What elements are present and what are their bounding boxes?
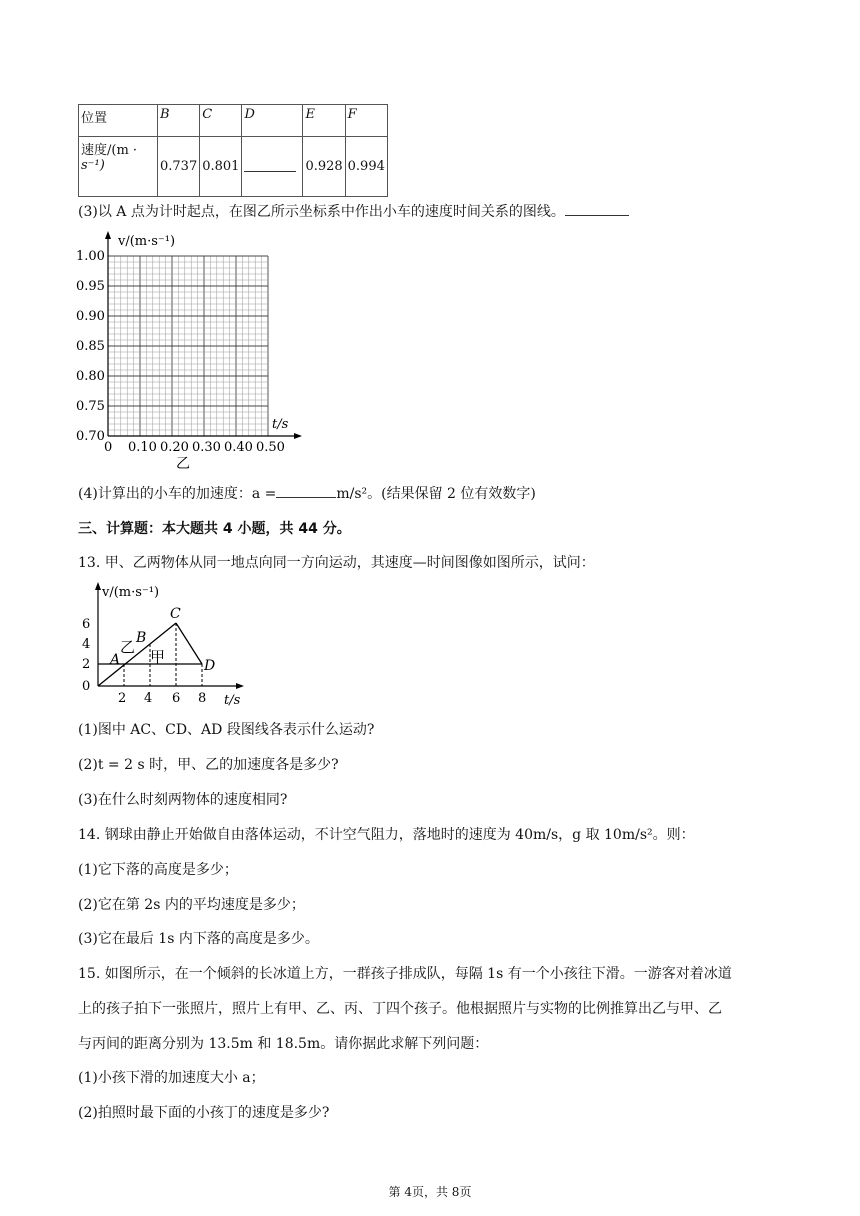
y-tick-label: 0.85 [76, 339, 105, 354]
x-tick-label: 2 [118, 691, 127, 706]
table-cell: 0.801 [200, 137, 242, 197]
grid-lines [108, 256, 268, 436]
velocity-label-cell [79, 137, 158, 197]
question-4-suffix: m/s²。(结果保留 2 位有效数字) [336, 486, 536, 502]
velocity-table [78, 104, 388, 197]
problem-13-q1: (1)图中 AC、CD、AD 段图线各表示什么运动? [78, 722, 375, 738]
series-label: 乙 [120, 638, 136, 656]
problem-15-line: 与丙间的距离分别为 13.5m 和 18.5m。请你据此求解下列问题： [78, 1036, 489, 1052]
table-header-row [79, 105, 388, 137]
y-tick-label: 1.00 [76, 249, 105, 264]
y-tick-label: 0 [82, 679, 91, 694]
series-line-cd [176, 623, 202, 664]
x-tick-labels [104, 440, 285, 455]
table-row [79, 137, 388, 197]
y-tick-label: 0.75 [76, 399, 105, 414]
answer-blank [565, 201, 629, 216]
x-tick-label: 8 [198, 691, 207, 706]
table-cell: 0.737 [158, 137, 200, 197]
x-tick-label: 4 [144, 691, 153, 706]
x-axis-label: t/s [272, 417, 289, 432]
page-footer: 第 4页，共 8页 [388, 1185, 472, 1199]
table-header-cell: D [242, 105, 303, 137]
y-axis-label: v/(m·s⁻¹) [118, 234, 176, 249]
y-tick-label: 0.95 [76, 279, 105, 294]
vt-graph [78, 578, 248, 710]
table-header-cell: E [303, 105, 345, 137]
section-heading: 三、计算题：本大题共 4 小题，共 44 分。 [78, 521, 351, 537]
series-label: 甲 [150, 648, 166, 666]
table-header-cell: B [158, 105, 200, 137]
table-cell: 0.928 [303, 137, 345, 197]
question-3-text: (3)以 A 点为计时起点，在图乙所示坐标系中作出小车的速度时间关系的图线。 [78, 204, 565, 220]
x-tick-label: 0.50 [256, 440, 285, 455]
point-label: B [136, 630, 147, 646]
y-axis-label: v/(m·s⁻¹) [102, 585, 160, 600]
table-cell: 0.994 [345, 137, 387, 197]
x-tick-label: 0.10 [128, 440, 157, 455]
problem-13-stem: 13. 甲、乙两物体从同一地点向同一方向运动，其速度—时间图像如图所示，试问： [78, 555, 595, 571]
y-axis-arrow-icon [95, 582, 101, 590]
problem-14-q1: (1)它下落的高度是多少； [78, 862, 238, 878]
question-4-prefix: (4)计算出的小车的加速度：a = [78, 486, 277, 502]
x-tick-label: 6 [172, 691, 181, 706]
problem-14-stem: 14. 钢球由静止开始做自由落体运动，不计空气阻力，落地时的速度为 40m/s，g 取 10m/s²。则： [78, 827, 695, 843]
velocity-label-line: 速度/(m · [81, 143, 138, 158]
problem-14-q3: (3)它在最后 1s 内下落的高度是多少。 [78, 931, 319, 947]
x-tick-label: 0 [104, 440, 113, 455]
x-tick-label: 0.40 [224, 440, 253, 455]
y-tick-labels [76, 249, 105, 444]
problem-15-q1: (1)小孩下滑的加速度大小 a； [78, 1070, 265, 1086]
answer-blank [244, 157, 296, 172]
point-label: D [204, 658, 216, 674]
table-header-cell: C [200, 105, 242, 137]
answer-blank [276, 483, 336, 498]
problem-15-line: 上的孩子拍下一张照片，照片上有甲、乙、丙、丁四个孩子。他根据照片与实物的比例推算出乙与甲、乙 [78, 1001, 722, 1017]
y-tick-label: 4 [82, 637, 91, 652]
y-tick-label: 0.70 [76, 429, 105, 444]
y-tick-label: 0.80 [76, 369, 105, 384]
x-tick-label: 0.30 [192, 440, 221, 455]
table-header-cell: 位置 [79, 105, 158, 137]
question-4-line [78, 483, 536, 504]
answer-blank-cell [242, 137, 303, 197]
x-axis-label: t/s [224, 693, 241, 708]
table-header-cell: F [345, 105, 387, 137]
problem-13-q3: (3)在什么时刻两物体的速度相同? [78, 792, 288, 808]
question-3-line [78, 201, 629, 222]
velocity-grid-graph [72, 228, 302, 474]
y-axis-arrow-icon [105, 231, 111, 239]
problem-13-q2: (2)t = 2 s 时，甲、乙的加速度各是多少? [78, 757, 339, 773]
point-label: A [110, 652, 121, 668]
y-tick-label: 0.90 [76, 309, 105, 324]
problem-15-q2: (2)拍照时最下面的小孩丁的速度是多少? [78, 1105, 330, 1121]
point-label: C [170, 606, 181, 622]
y-tick-label: 6 [82, 617, 91, 632]
y-tick-label: 2 [82, 657, 91, 672]
x-axis-arrow-icon [294, 433, 302, 439]
x-axis-arrow-icon [236, 683, 244, 689]
figure-caption: 乙 [176, 456, 190, 472]
x-tick-label: 0.20 [160, 440, 189, 455]
velocity-label-line: s⁻¹) [81, 158, 105, 173]
problem-15-line: 15. 如图所示，在一个倾斜的长冰道上方，一群孩子排成队，每隔 1s 有一个小孩往下滑。一游客对着冰道 [78, 966, 732, 982]
problem-14-q2: (2)它在第 2s 内的平均速度是多少； [78, 897, 305, 913]
